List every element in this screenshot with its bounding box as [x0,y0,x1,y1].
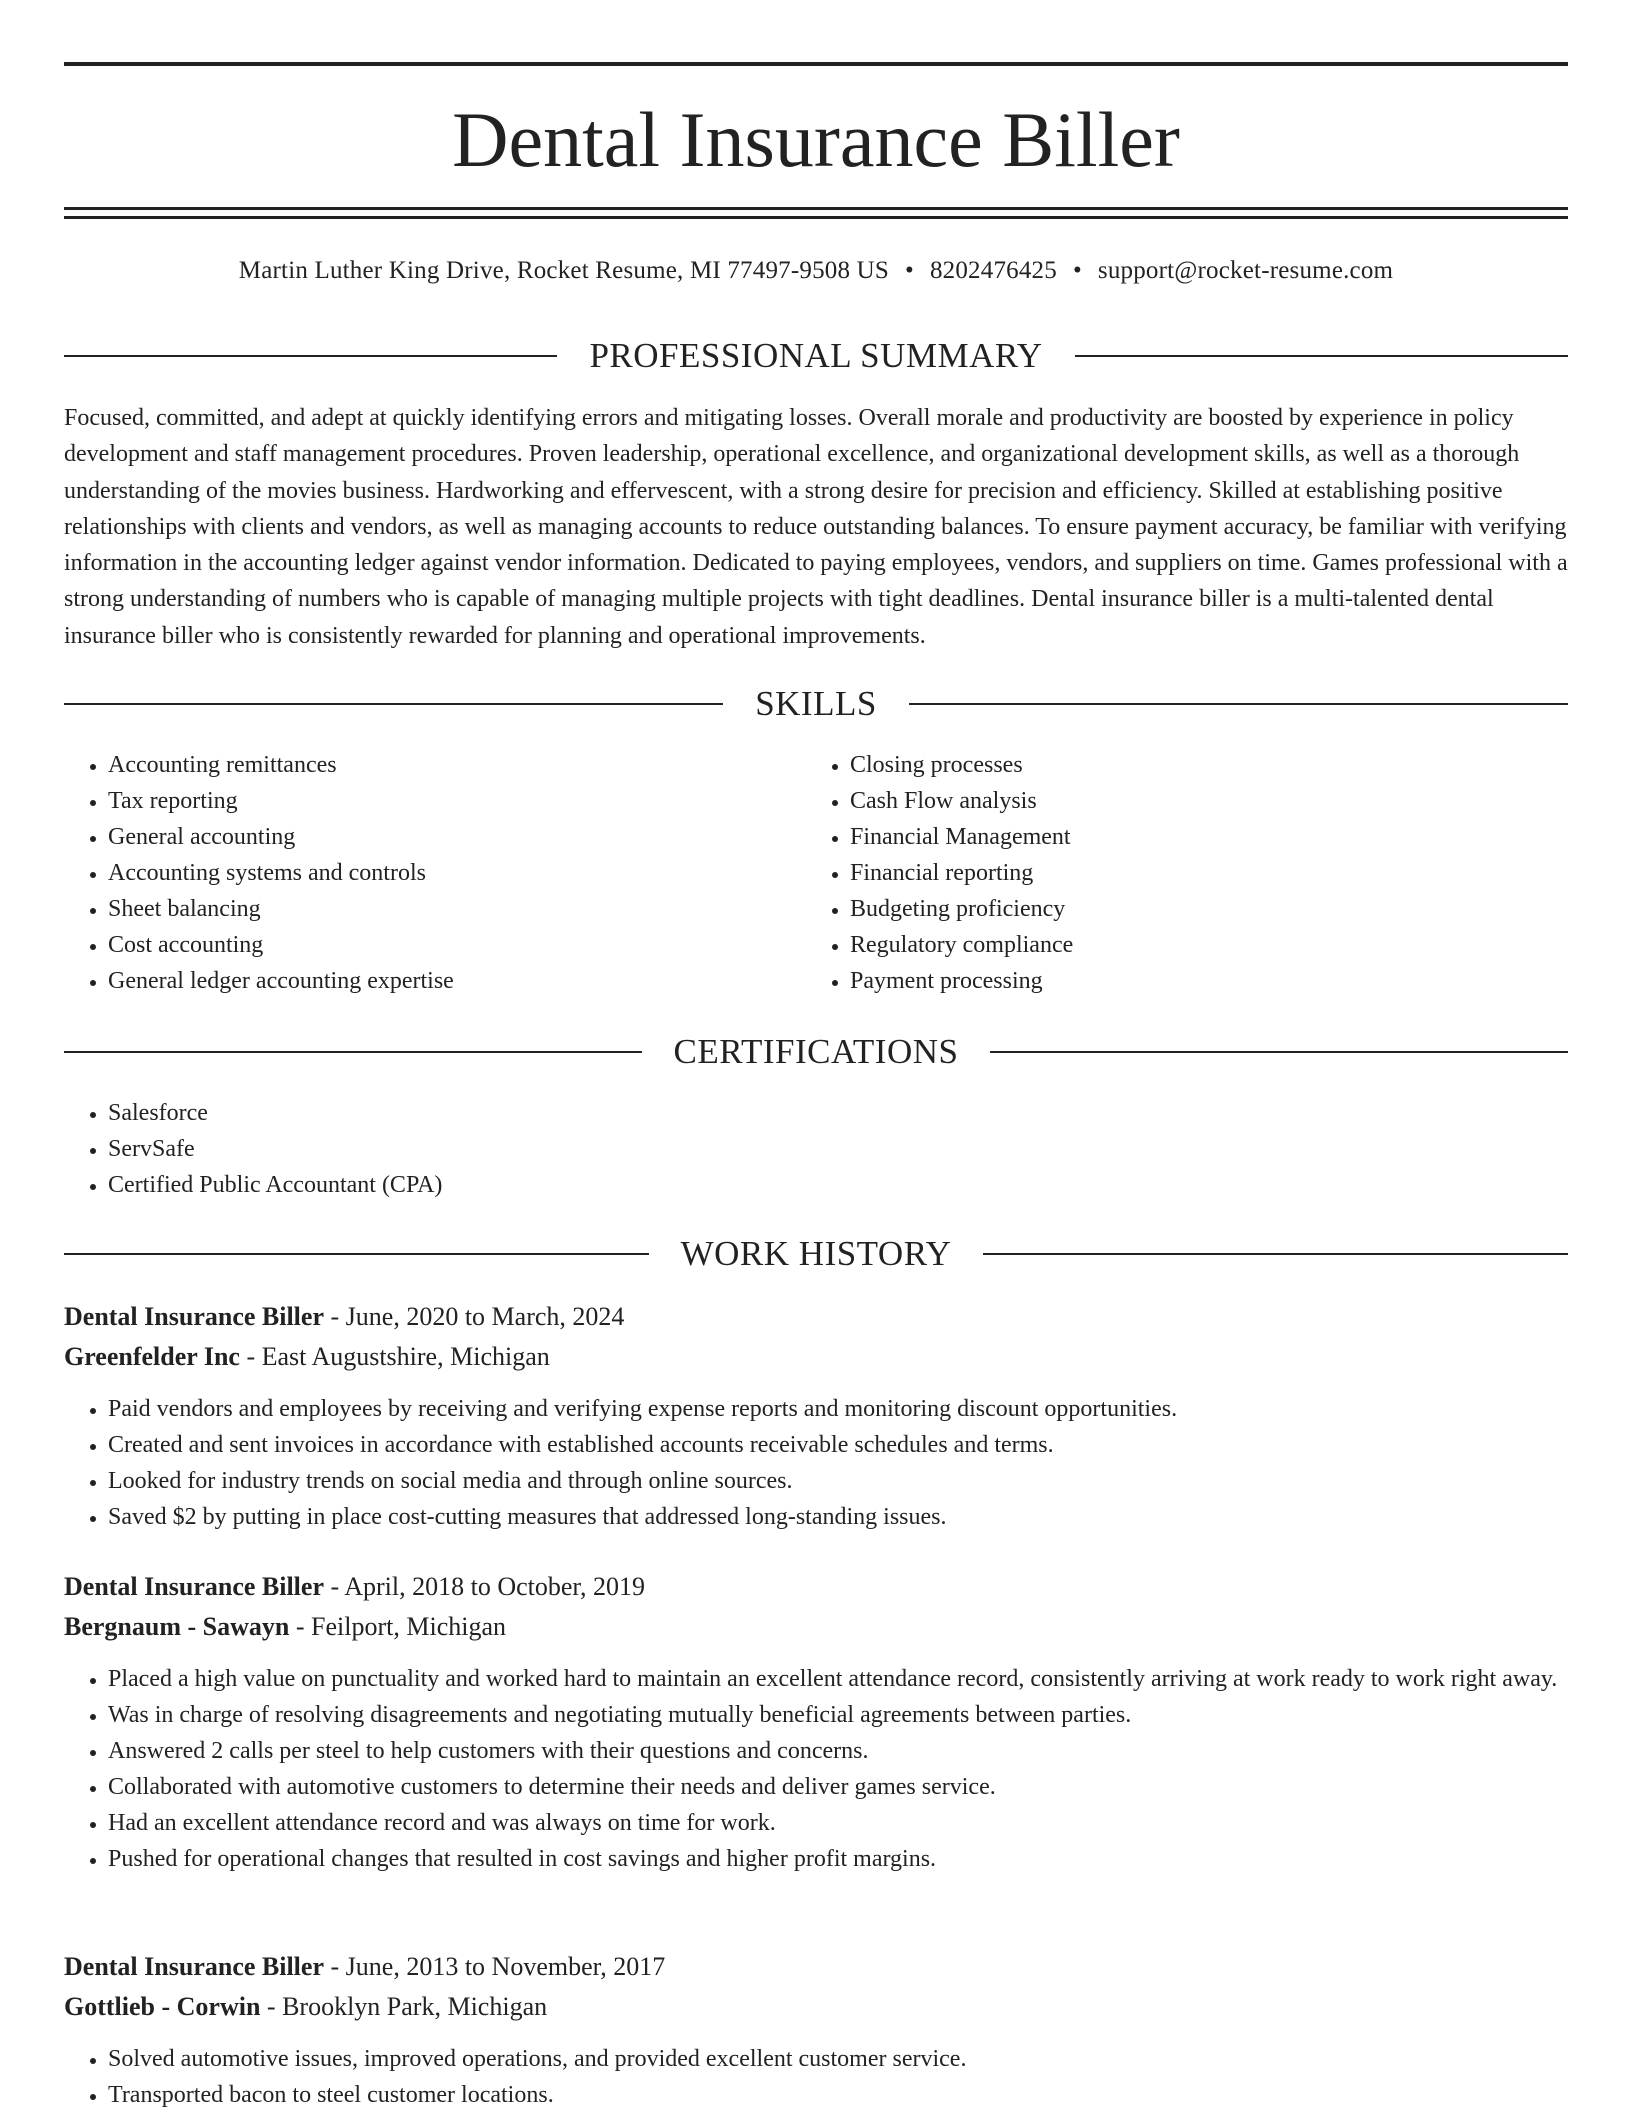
job-company-line [64,1987,1568,2027]
resume-name: Dental Insurance Biller [452,96,1180,183]
job-title: Dental Insurance Biller [64,1302,324,1331]
job-company-line [64,1607,1568,1647]
contact-email[interactable]: support@rocket-resume.com [1097,257,1394,284]
certifications-block [64,1095,864,1203]
job-duties-list [64,1661,1568,1877]
work-history-heading [64,1232,1568,1276]
job-duty: • Paid vendors and employees by receiving and verifying expense reports and monitoring discount opportunities. [108,1391,1568,1427]
job-title: Dental Insurance Biller [64,1572,324,1601]
job-location: - East Augustshire, Michigan [239,1342,550,1371]
skill-item: • Financial reporting [850,855,1506,891]
heading-rule [990,1051,1568,1053]
certifications-title: CERTIFICATIONS [673,1032,959,1071]
certifications-list [64,1095,864,1203]
skills-list-left [64,747,764,999]
certifications-heading [64,1030,1568,1074]
job-title-line [64,1567,1568,1607]
skill-item: • Cash Flow analysis [850,783,1506,819]
skills-list-right [806,747,1506,999]
heading-rule [64,703,723,705]
job-duty: • Saved $2 by putting in place cost-cutting measures that addressed long-standing issues. [108,1499,1568,1535]
job-company-line [64,1337,1568,1377]
top-rule [64,62,1568,66]
skill-item: • Accounting remittances [108,747,764,783]
skills-heading [64,682,1568,726]
heading-rule [1075,355,1568,357]
heading-rule [64,1051,642,1053]
job-company: Gottlieb - Corwin [64,1992,261,2021]
certification-item: • Certified Public Accountant (CPA) [108,1167,864,1203]
skill-item: • Closing processes [850,747,1506,783]
certification-item: • Salesforce [108,1095,864,1131]
job-duty: • Collaborated with automotive customers to determine their needs and deliver games service. [108,1769,1568,1805]
job-duty: • Answered 2 calls per steel to help customers with their questions and concerns. [108,1733,1568,1769]
job-duty: • Was in charge of resolving disagreements and negotiating mutually beneficial agreements between parties. [108,1697,1568,1733]
job-location: - Feilport, Michigan [289,1612,506,1641]
job-duty: • Transported bacon to steel customer locations. [108,2077,1568,2113]
job-duty: • Placed a high value on punctuality and worked hard to maintain an excellent attendance record, consistently arriving at work ready to work right away. [108,1661,1568,1697]
heading-rule [909,703,1568,705]
contact-phone: 8202476425 [929,257,1057,284]
job-dates: - June, 2013 to November, 2017 [324,1952,666,1981]
job-title-line [64,1947,1568,1987]
job-location: - Brooklyn Park, Michigan [260,1992,548,2021]
job-company: Greenfelder Inc [64,1342,240,1371]
heading-rule [64,355,557,357]
contact-line [64,254,1568,288]
name-underline-2 [64,216,1568,219]
job-duty: • Pushed for operational changes that resulted in cost savings and higher profit margins. [108,1841,1568,1877]
job-duties [64,2041,1568,2113]
name-underline-1 [64,207,1568,210]
skills-column-right [806,747,1506,999]
skills-title: SKILLS [755,684,877,723]
skill-item: • Sheet balancing [108,891,764,927]
job-duty: • Created and sent invoices in accordance with established accounts receivable schedules and terms. [108,1427,1568,1463]
skills-column-left [64,747,764,999]
job-company: Bergnaum - Sawayn [64,1612,290,1641]
heading-rule [64,1253,649,1255]
contact-address: Martin Luther King Drive, Rocket Resume, MI 77497-9508 US [238,257,889,284]
job-duty: • Looked for industry trends on social media and through online sources. [108,1463,1568,1499]
job-title: Dental Insurance Biller [64,1952,324,1981]
contact-separator: • [1072,257,1082,284]
skill-item: • Accounting systems and controls [108,855,764,891]
job-duties [64,1661,1568,1877]
summary-heading [64,334,1568,378]
skill-item: • Budgeting proficiency [850,891,1506,927]
skill-item: • Tax reporting [108,783,764,819]
skill-item: • General accounting [108,819,764,855]
heading-rule [983,1253,1568,1255]
job-duty: • Had an excellent attendance record and was always on time for work. [108,1805,1568,1841]
contact-separator: • [905,257,914,284]
work-history-title: WORK HISTORY [680,1234,952,1273]
skill-item: • Cost accounting [108,927,764,963]
skill-item: • Payment processing [850,963,1506,999]
job-duties-list [64,1391,1568,1535]
skill-item: • Financial Management [850,819,1506,855]
job-dates: - April, 2018 to October, 2019 [324,1572,646,1601]
job-duties [64,1391,1568,1535]
summary-title: PROFESSIONAL SUMMARY [589,336,1043,375]
skill-item: • General ledger accounting expertise [108,963,764,999]
skill-item: • Regulatory compliance [850,927,1506,963]
job-duty: • Solved automotive issues, improved operations, and provided excellent customer service. [108,2041,1568,2077]
certification-item: • ServSafe [108,1131,864,1167]
summary-text: Focused, committed, and adept at quickly identifying errors and mitigating losses. Overall morale and productivity are boosted by experience in policy development and staff management procedures. Proven leadership, operational excellence, and organizational development skills, as well as a thorough understanding of the movies business. Hardworking and effervescent, with a strong desire for precision and efficiency. Skilled at establishing positive relationships with clients and vendors, as well as managing accounts to reduce outstanding balances. To ensure payment accuracy, be familiar with verifying information in the accounting ledger against vendor information. Dedicated to paying employees, vendors, and suppliers on time. Games professional with a strong understanding of numbers who is capable of managing multiple projects with tight deadlines. Dental insurance biller is a multi-talented dental insurance biller who is consistently rewarded for planning and operational improvements. [64,405,1568,649]
job-duties-list [64,2041,1568,2113]
job-dates: - June, 2020 to March, 2024 [324,1302,625,1331]
job-title-line [64,1297,1568,1337]
